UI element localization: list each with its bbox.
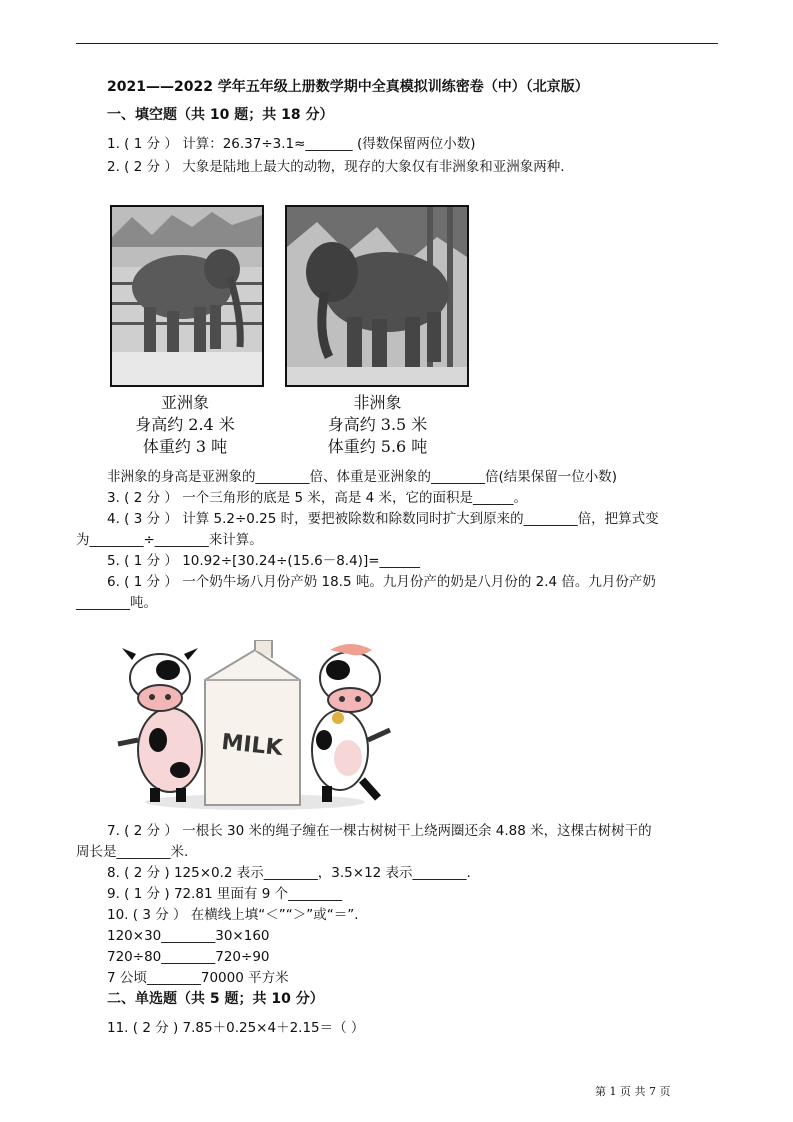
question-5: 5. ( 1 分 ） 10.92÷[30.24÷(15.6－8.4)]=______	[107, 553, 421, 569]
question-6-line1: 6. ( 1 分 ） 一个奶牛场八月份产奶 18.5 吨。九月份产的奶是八月份的 2.4 倍。九月份产奶	[107, 574, 656, 590]
header-rule	[76, 43, 718, 44]
asian-elephant-name: 亚洲象	[160, 393, 209, 412]
african-elephant-name: 非洲象	[353, 393, 402, 412]
asian-elephant-weight: 体重约 3 吨	[142, 437, 228, 456]
african-elephant-caption	[290, 392, 465, 458]
african-elephant-photo	[285, 205, 469, 387]
african-elephant-height: 身高约 3.5 米	[327, 415, 428, 434]
question-2-blanks: 非洲象的身高是亚洲象的________倍、体重是亚洲象的________倍(结果保留一位小数)	[107, 469, 618, 485]
page-number: 第 1 页 共 7 页	[595, 1085, 671, 1098]
question-4-line1: 4. ( 3 分 ） 计算 5.2÷0.25 时，要把被除数和除数同时扩大到原来的________倍，把算式变	[107, 511, 659, 527]
question-4-line2: 为________÷________来计算。	[76, 532, 263, 548]
question-10: 10. ( 3 分 ） 在横线上填“＜”“＞”或“＝”.	[107, 907, 359, 923]
question-9: 9. ( 1 分 ) 72.81 里面有 9 个________	[107, 886, 343, 902]
asian-elephant-caption	[110, 392, 260, 458]
question-10-item-c: 7 公顷________70000 平方米	[107, 970, 289, 986]
question-6-line2: ________吨。	[76, 595, 157, 611]
question-7-line2: 周长是________米.	[76, 844, 189, 860]
milk-label: MILK	[220, 729, 284, 762]
cows-milk-illustration	[110, 640, 400, 812]
question-10-item-a: 120×30________30×160	[107, 928, 270, 944]
section-single-choice: 二、单选题（共 5 题；共 10 分）	[107, 991, 324, 1007]
question-2: 2. ( 2 分 ） 大象是陆地上最大的动物，现存的大象仅有非洲象和亚洲象两种.	[107, 159, 565, 175]
page-title: 2021——2022 学年五年级上册数学期中全真模拟训练密卷（中）（北京版）	[107, 79, 589, 95]
african-elephant-weight: 体重约 5.6 吨	[327, 437, 428, 456]
question-7-line1: 7. ( 2 分 ） 一根长 30 米的绳子缠在一棵古树树干上绕两圈还余 4.88 米，这棵古树树干的	[107, 823, 652, 839]
asian-elephant-height: 身高约 2.4 米	[135, 415, 235, 434]
section-fill-in: 一、填空题（共 10 题；共 18 分）	[107, 107, 334, 123]
asian-elephant-photo	[110, 205, 264, 387]
question-11: 11. ( 2 分 ) 7.85＋0.25×4＋2.15＝（ ）	[107, 1020, 365, 1036]
question-10-item-b: 720÷80________720÷90	[107, 949, 270, 965]
question-1: 1. ( 1 分 ） 计算：26.37÷3.1≈_______ (得数保留两位小数)	[107, 136, 476, 152]
question-3: 3. ( 2 分 ） 一个三角形的底是 5 米，高是 4 米，它的面积是______。	[107, 490, 528, 506]
question-8: 8. ( 2 分 ) 125×0.2 表示________，3.5×12 表示________.	[107, 865, 471, 881]
